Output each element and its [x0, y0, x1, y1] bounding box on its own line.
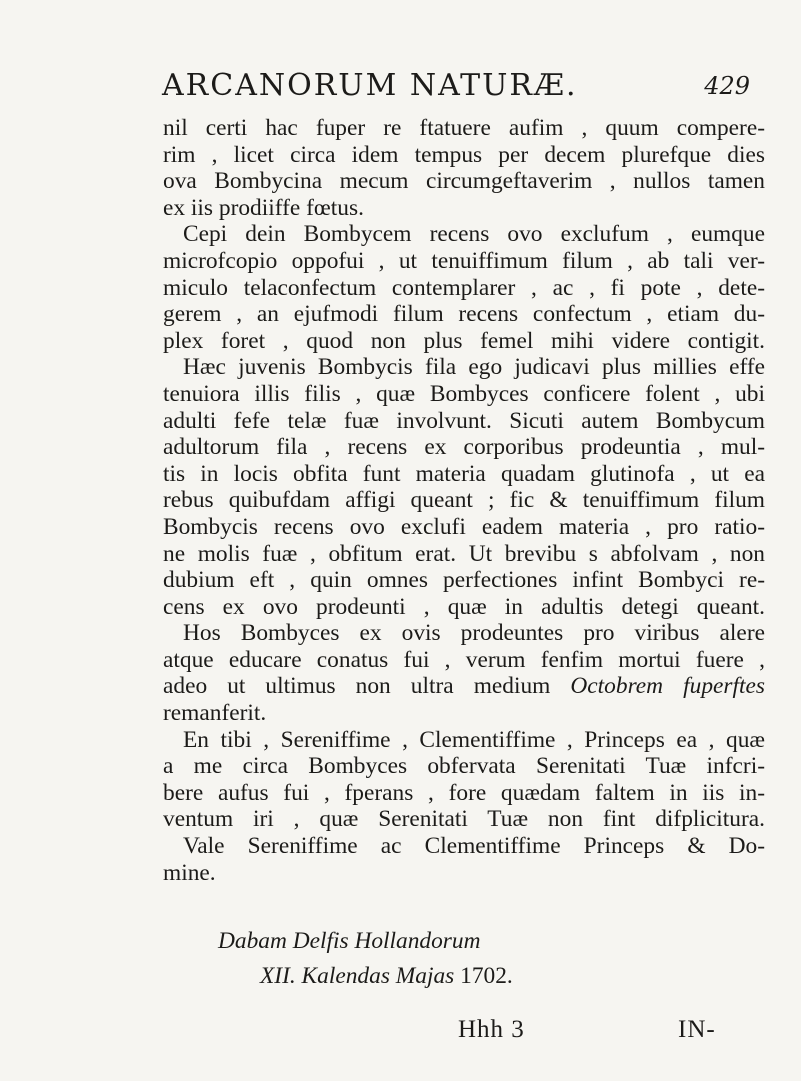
text-line: plex foret , quod non plus femel mihi videre contigit.: [163, 327, 765, 354]
text-line: adultorum fila , recens ex corporibus prodeuntia , mul-: [163, 434, 765, 461]
running-title: ARCANORUM NATURÆ.: [162, 68, 578, 103]
paragraph-start: En tibi , Sereniffime , Clementiffime , Princeps ea , quæ: [183, 726, 765, 753]
text-line: tis in locis obfita funt materia quadam glutinofa , ut ea: [163, 460, 765, 487]
text-line: tenuiora illis filis , quæ Bombyces conficere folent , ubi: [163, 380, 765, 407]
paragraph-start: Hæc juvenis Bombycis fila ego judicavi plus millies effe: [183, 354, 765, 381]
dateline-day: XII. Kalendas Majas: [260, 963, 455, 989]
text-line: rim , licet circa idem tempus per decem plurefque dies: [163, 141, 765, 168]
dateline-year: 1702.: [460, 963, 513, 989]
text-line: cens ex ovo prodeunti , quæ in adultis detegi queant.: [163, 593, 765, 620]
page-header: [162, 68, 762, 112]
catchword: IN-: [678, 1016, 716, 1043]
text-line: nil certi hac fuper re ftatuere aufim , quum compere-: [163, 115, 765, 141]
text-line: Bombycis recens ovo exclufi eadem materia , pro ratio-: [163, 513, 765, 540]
text-line: mine.: [163, 859, 216, 886]
dateline-place: Dabam Delfis Hollandorum: [218, 928, 481, 954]
text-line: gerem , an ejufmodi filum recens confectum , etiam du-: [163, 301, 765, 328]
text-line: ventum iri , quæ Serenitati Tuæ non fint difplicitura.: [163, 806, 765, 833]
paragraph-start: Hos Bombyces ex ovis prodeuntes pro viribus alere: [183, 620, 765, 647]
dateline-date: [260, 963, 513, 990]
paragraph-start: Cepi dein Bombycem recens ovo exclufum , eumque: [183, 221, 765, 248]
text-line: ex iis prodiiffe fœtus.: [163, 194, 364, 221]
text-fragment: adeo ut ultimus non ultra medium: [163, 673, 551, 700]
text-line: ne molis fuæ , obfitum erat. Ut brevibu s abfolvam , non: [163, 540, 765, 567]
paragraph-start: Vale Sereniffime ac Clementiffime Princeps & Do-: [183, 833, 765, 860]
text-line: remanferit.: [163, 700, 267, 727]
word-italic: fuperftes: [683, 673, 765, 700]
text-line: atque educare conatus fui , verum fenfim mortui fuere ,: [163, 646, 765, 673]
text-line: miculo telaconfectum contemplarer , ac , fi pote , dete-: [163, 274, 765, 301]
text-line: microfcopio oppofui , ut tenuiffimum filum , ab tali ver-: [163, 247, 765, 274]
body-text: [163, 115, 765, 886]
text-line: ova Bombycina mecum circumgeftaverim , nullos tamen: [163, 168, 765, 195]
page-number: 429: [704, 72, 750, 100]
text-line: adulti fefe telæ fuæ involvunt. Sicuti autem Bombycum: [163, 407, 765, 434]
text-line: a me circa Bombyces obfervata Serenitati Tuæ infcri-: [163, 753, 765, 780]
page-footer: [0, 1016, 801, 1050]
text-line: bere aufus fui , fperans , fore quædam faltem in iis in-: [163, 779, 765, 806]
signature-mark: Hhh 3: [458, 1016, 525, 1043]
text-line: rebus quibufdam affigi queant ; fic & tenuiffimum filum: [163, 487, 765, 514]
text-line: dubium eft , quin omnes perfectiones infint Bombyci re-: [163, 567, 765, 594]
text-line: [163, 673, 765, 700]
month-italic: Octobrem: [570, 673, 664, 700]
